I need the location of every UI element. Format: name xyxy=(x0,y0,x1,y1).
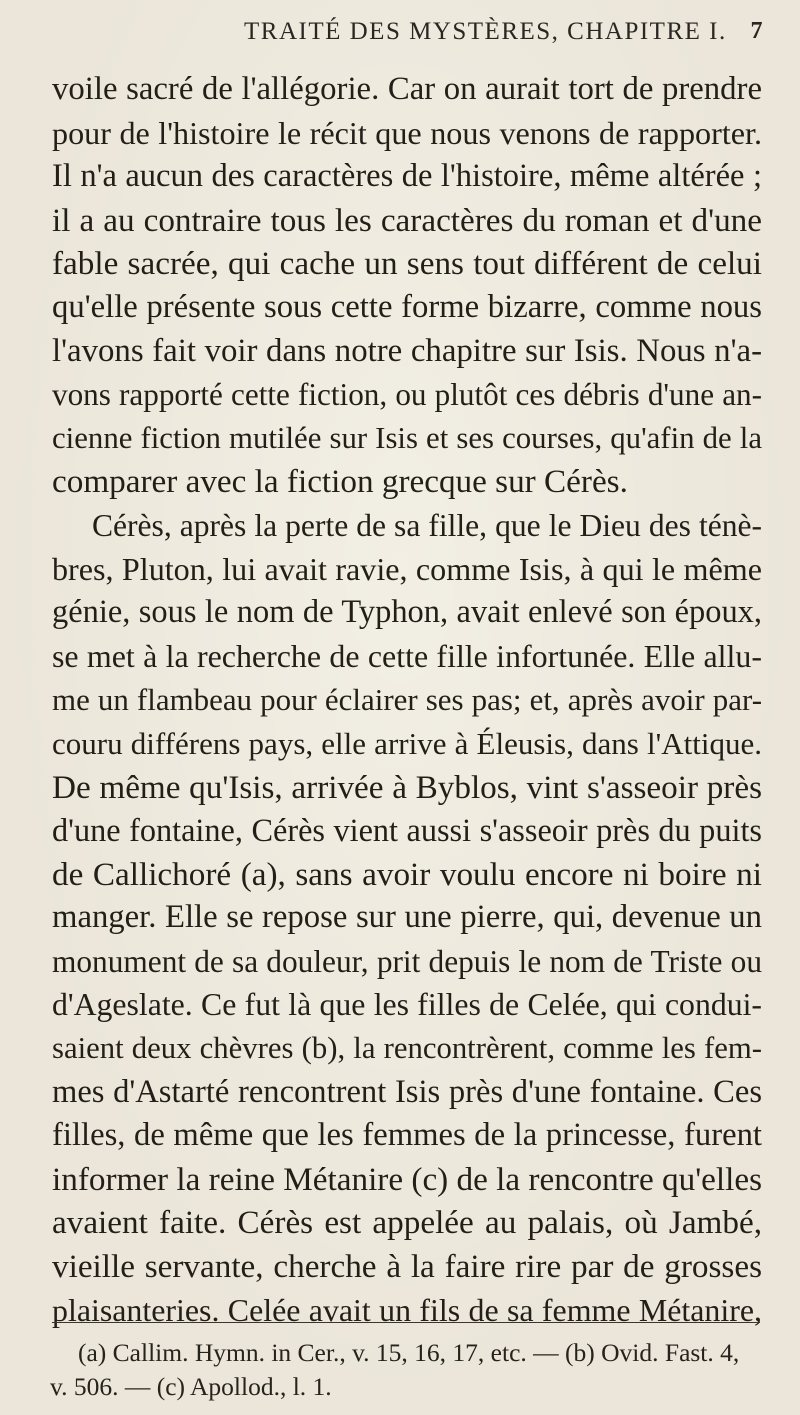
text-line: bres, Pluton, lui avait ravie, comme Isis, à qui le même xyxy=(52,550,762,587)
text-line: me un flambeau pour éclairer ses pas; et, après avoir par- xyxy=(52,682,762,718)
running-header xyxy=(244,14,764,54)
text-line: vons rapporté cette fiction, ou plutôt ces débris d'une an- xyxy=(52,377,762,413)
text-line: saient deux chèvres (b), la rencontrèrent, comme les fem- xyxy=(52,1031,762,1066)
text-line: Il n'a aucun des caractères de l'histoire, même altérée ; xyxy=(52,158,762,195)
text-line: l'avons fait voir dans notre chapitre sur Isis. Nous n'a- xyxy=(52,332,762,369)
text-line: voile sacré de l'allégorie. Car on aurait tort de prendre xyxy=(52,71,762,107)
text-line: comparer avec la fiction grecque sur Cérès. xyxy=(52,463,628,501)
text-line: il a au contraire tous les caractères du roman et d'une xyxy=(52,201,762,239)
text-line: qu'elle présente sous cette forme bizarre, comme nous xyxy=(52,288,762,325)
text-line: vieille servante, cherche à la faire rire par de grosses xyxy=(52,1248,762,1286)
footnote-line: v. 506. — (c) Apollod., l. 1. xyxy=(50,1372,332,1401)
text-line: cienne fiction mutilée sur Isis et ses courses, qu'afin de la xyxy=(52,420,762,455)
text-line: d'une fontaine, Cérès vient aussi s'asseoir près du puits xyxy=(52,812,762,849)
text-line: Cérès, après la perte de sa fille, que le Dieu des ténè- xyxy=(92,507,762,543)
text-line: plaisanteries. Celée avait un fils de sa femme Métanire, xyxy=(52,1292,762,1328)
text-line: avaient faite. Cérès est appelée au palais, où Jambé, xyxy=(52,1204,762,1242)
running-title: TRAITÉ DES MYSTÈRES, CHAPITRE I. xyxy=(244,18,727,45)
text-line: de Callichoré (a), sans avoir voulu encore ni boire ni xyxy=(52,855,762,893)
footnote-divider xyxy=(52,1322,760,1323)
text-line: De même qu'Isis, arrivée à Byblos, vint s'asseoir près xyxy=(52,768,762,806)
text-line: d'Ageslate. Ce fut là que les filles de Celée, qui condui- xyxy=(52,987,762,1023)
text-line: monument de sa douleur, prit depuis le nom de Triste ou xyxy=(52,943,762,979)
text-line: fable sacrée, qui cache un sens tout différent de celui xyxy=(52,245,762,283)
text-line: pour de l'histoire le récit que nous venons de rapporter. xyxy=(52,114,762,151)
text-line: informer la reine Métanire (c) de la rencontre qu'elles xyxy=(52,1160,762,1198)
text-line: manger. Elle se repose sur une pierre, qui, devenue un xyxy=(52,899,762,936)
text-line: génie, sous le nom de Typhon, avait enlevé son époux, xyxy=(52,594,762,631)
body-text xyxy=(52,68,762,1332)
footnotes xyxy=(50,1336,762,1404)
text-line: filles, de même que les femmes de la princesse, furent xyxy=(52,1117,762,1154)
text-line: se met à la recherche de cette fille infortunée. Elle allu- xyxy=(52,638,762,674)
text-line: couru différens pays, elle arrive à Éleusis, dans l'Attique. xyxy=(52,725,762,761)
footnote-line: (a) Callim. Hymn. in Cer., v. 15, 16, 17, etc. — (b) Ovid. Fast. 4, xyxy=(78,1338,740,1367)
text-line: mes d'Astarté rencontrent Isis près d'une fontaine. Ces xyxy=(52,1073,762,1110)
page-number: 7 xyxy=(750,18,764,44)
